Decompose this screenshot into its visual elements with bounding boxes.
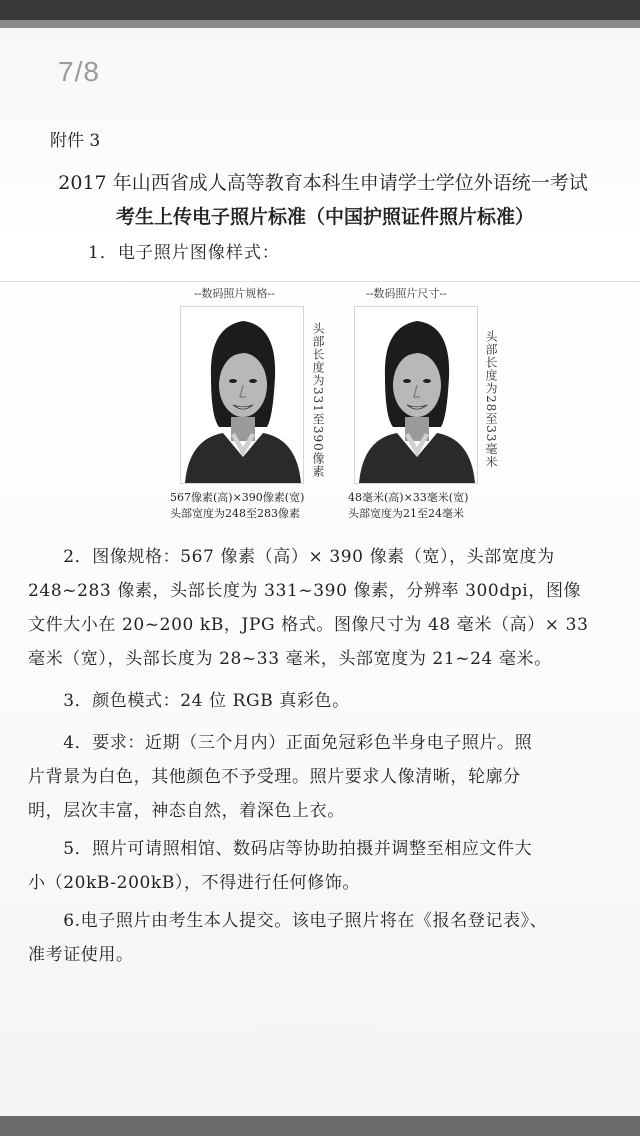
figure-right-caption-head-width: 头部宽度为21至24毫米 [348, 507, 464, 520]
text-line: 6.电子照片由考生本人提交。该电子照片将在《报名登记表》、 [28, 911, 548, 931]
text-line: 5．照片可请照相馆、数码店等协助拍摄并调整至相应文件大 [28, 839, 533, 859]
top-divider [0, 20, 640, 28]
text-line: 248~283 像素，头部长度为 331~390 像素，分辨率 300dpi，图像 [28, 581, 582, 601]
text-line: 片背景为白色，其他颜色不予受理。照片要求人像清晰，轮廓分 [28, 767, 521, 787]
sample-photo-right [354, 306, 478, 484]
text-line: 毫米（宽），头部长度为 28~33 毫米，头部宽度为 21~24 毫米。 [28, 649, 552, 669]
text-line: 小（20kB-200kB），不得进行任何修饰。 [28, 873, 361, 893]
paragraph-requirements [28, 726, 596, 828]
document-subtitle: 考生上传电子照片标准（中国护照证件照片标准） [115, 206, 534, 228]
figure-left-caption-size: 567像素(高)×390像素(宽) [170, 491, 305, 504]
text-line: 3．颜色模式：24 位 RGB 真彩色。 [28, 691, 350, 711]
text-line: 4．要求：近期（三个月内）正面免冠彩色半身电子照片。照 [28, 733, 533, 753]
text-line: 准考证使用。 [28, 945, 134, 965]
text-line: 明，层次丰富，神态自然，着深色上衣。 [28, 801, 345, 821]
text-line: 文件大小在 20~200 kB，JPG 格式。图像尺寸为 48 毫米（高）× 33 [28, 615, 589, 635]
attachment-label: 附件 3 [50, 131, 101, 151]
scan-line [0, 281, 640, 282]
document-title: 2017 年山西省成人高等教育本科生申请学士学位外语统一考试 [58, 172, 588, 194]
portrait-image [355, 307, 477, 483]
top-status-bar [0, 0, 640, 20]
figure-right-label: --数码照片尺寸-- [366, 287, 447, 300]
figure-right-head-length: 头部长度为28至33毫米 [484, 330, 498, 469]
sample-photo-left [180, 306, 304, 484]
figure-left-label: --数码照片规格-- [194, 287, 275, 300]
portrait-image [181, 307, 303, 483]
figure-left-head-length: 头部长度为331至390像素 [311, 322, 325, 478]
item-1-heading: 1．电子照片图像样式： [88, 243, 280, 263]
text-line: 2．图像规格：567 像素（高）× 390 像素（宽），头部宽度为 [28, 547, 555, 567]
figure-left-caption-head-width: 头部宽度为248至283像素 [170, 507, 300, 520]
bottom-bar [0, 1116, 640, 1136]
paragraph-color-mode [28, 684, 596, 718]
paragraph-submission [28, 904, 596, 972]
paragraph-photo-studio [28, 832, 596, 900]
page-indicator: 7/8 [58, 56, 100, 87]
paragraph-image-spec [28, 540, 596, 676]
figure-right-caption-size: 48毫米(高)×33毫米(宽) [348, 491, 469, 504]
